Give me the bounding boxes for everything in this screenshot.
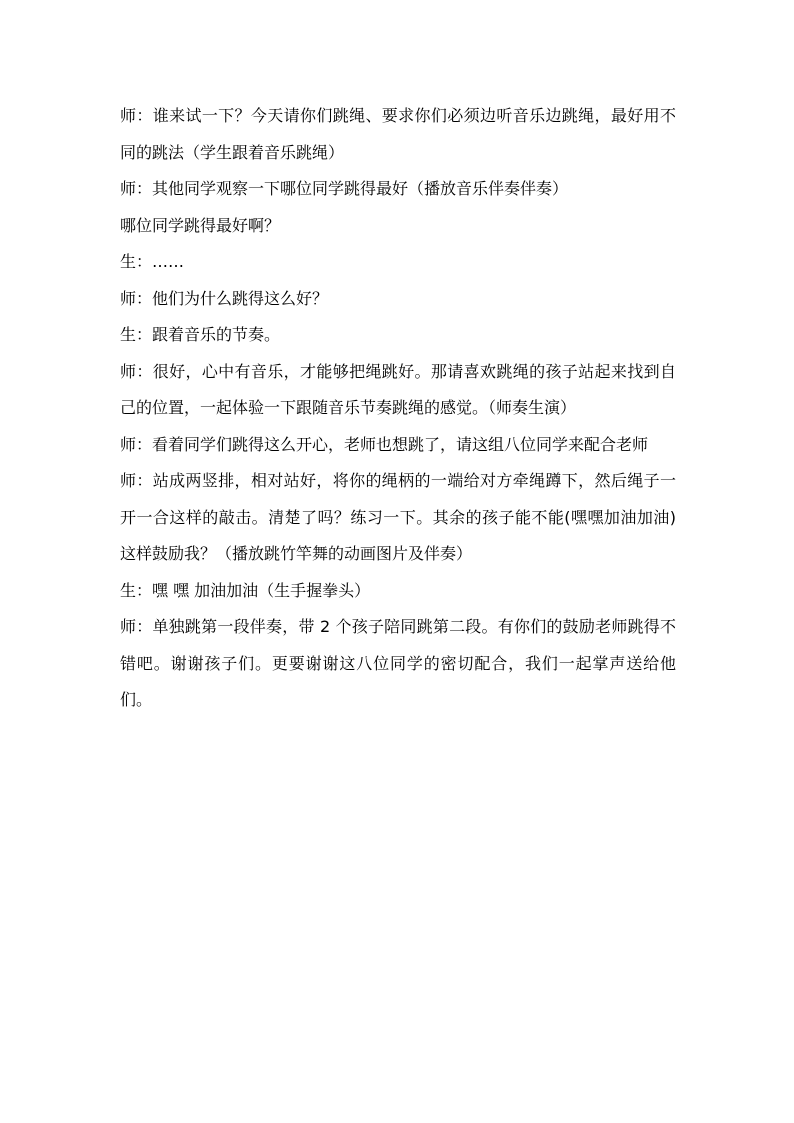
paragraph: 师：谁来试一下？今天请你们跳绳、要求你们必须边听音乐边跳绳，最好用不同的跳法（学生跟着音乐跳绳）	[120, 106, 676, 162]
paragraph: 哪位同学跳得最好啊？	[120, 215, 281, 235]
paragraph: 师：看着同学们跳得这么开心，老师也想跳了，请这组八位同学来配合老师	[120, 434, 649, 454]
paragraph: 师：单独跳第一段伴奏，带 2 个孩子陪同跳第二段。有你们的鼓励老师跳得不错吧。谢谢孩子们。更要谢谢这八位同学的密切配合，我们一起掌声送给他们。	[120, 617, 676, 709]
document-body	[120, 98, 676, 719]
paragraph: 师：站成两竖排，相对站好，将你的绳柄的一端给对方牵绳蹲下，然后绳子一开一合这样的敲击。清楚了吗？练习一下。其余的孩子能不能(嘿嘿加油加油)这样鼓励我？（播放跳竹竿舞的动画图片及伴奏）	[120, 471, 676, 563]
paragraph: 生：……	[120, 252, 185, 271]
paragraph: 生：跟着音乐的节奏。	[120, 325, 281, 344]
paragraph: 生：嘿 嘿 加油加油（生手握拳头）	[120, 580, 371, 600]
paragraph: 师：其他同学观察一下哪位同学跳得最好（播放音乐伴奏伴奏）	[120, 179, 569, 198]
paragraph: 师：很好，心中有音乐，才能够把绳跳好。那请喜欢跳绳的孩子站起来找到自己的位置，一起体验一下跟随音乐节奏跳绳的感觉。（师奏生演）	[120, 361, 676, 417]
paragraph: 师：他们为什么跳得这么好？	[120, 288, 329, 308]
